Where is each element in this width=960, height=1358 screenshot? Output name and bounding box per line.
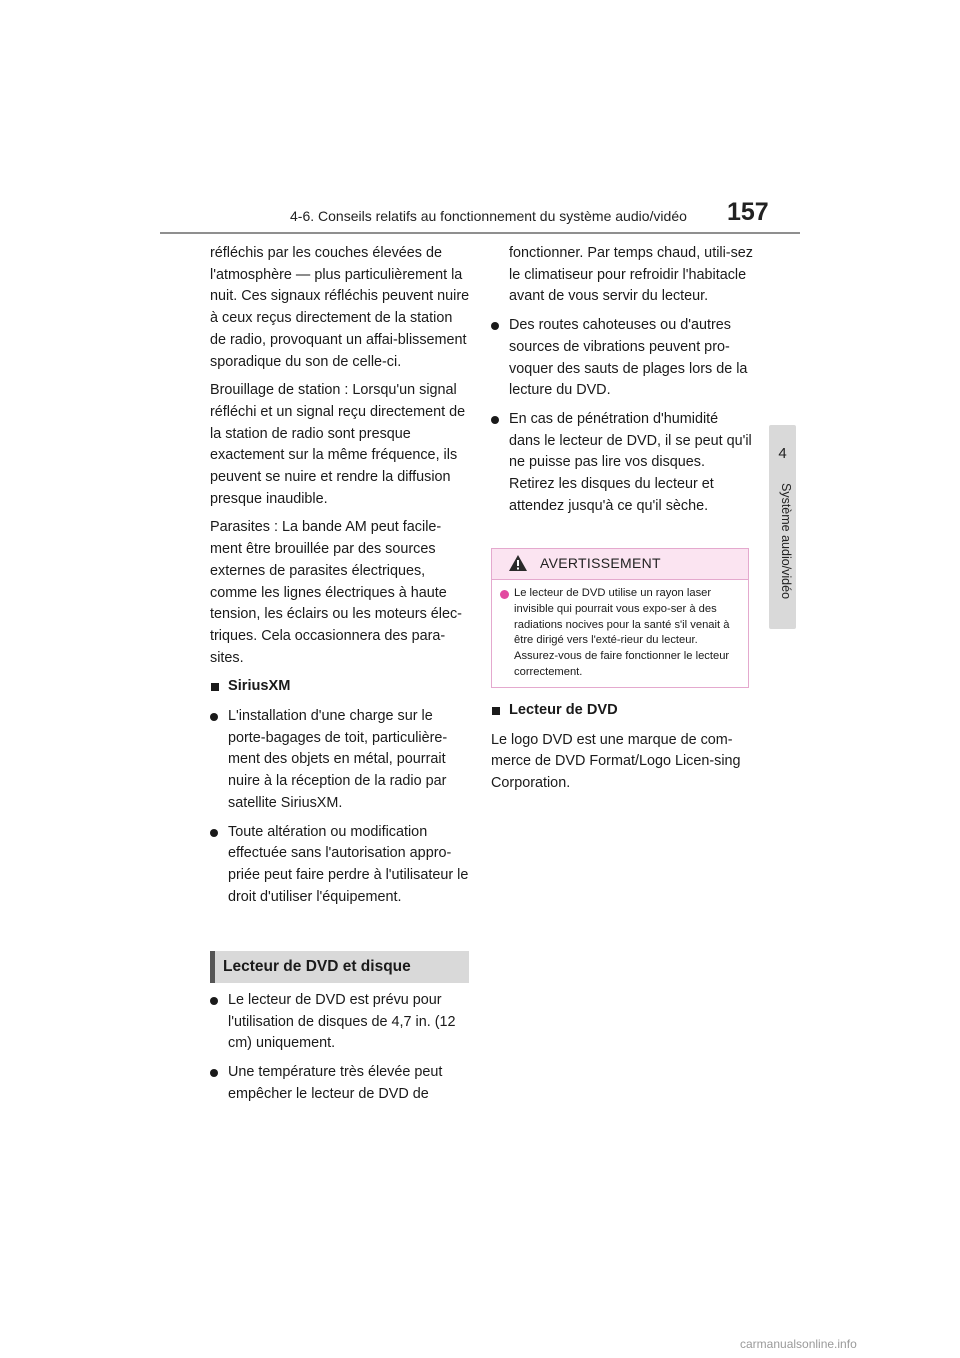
warning-label: AVERTISSEMENT <box>540 555 661 571</box>
square-bullet-icon <box>211 683 219 691</box>
paragraph: réfléchis par les couches élevées de l'atmosphère — plus particulièrement la nuit. Ces signaux réfléchis peuvent nuire à ceux reçus directement de la station de radio, provoquant un affai-blissement sporadique du son de celle-ci. <box>210 245 470 370</box>
warning-body <box>492 580 748 681</box>
list-item <box>491 315 753 402</box>
list-item-text: Le lecteur de DVD est prévu pour l'utilisation de disques de 4,7 in. (12 cm) uniquement. <box>228 992 456 1052</box>
subheading-label: SiriusXM <box>228 678 291 695</box>
square-bullet-icon <box>492 707 500 715</box>
chapter-side-tab <box>769 425 796 629</box>
bullet-icon <box>210 829 218 837</box>
paragraph: Brouillage de station : Lorsqu'un signal réfléchi et un signal reçu directement de la station de radio sont presque exactement sur la même fréquence, ils peuvent se nuire et rendre la diffusion presque inaudible. <box>210 382 466 507</box>
continued-text: fonctionner. Par temps chaud, utili-sez le climatiseur pour refroidir l'habitacle avant de vous servir du lecteur. <box>509 245 753 305</box>
warning-header <box>492 549 748 580</box>
page-number: 157 <box>727 198 769 226</box>
bullet-icon <box>491 322 499 330</box>
chapter-label: Système audio/vidéo <box>779 483 793 600</box>
watermark: carmanualsonline.info <box>740 1337 857 1351</box>
subheading-label: Lecteur de DVD <box>509 702 618 718</box>
left-column-dvd <box>210 990 472 1113</box>
list-item-text: Toute altération ou modification effectuée sans l'autorisation appro-priée peut faire perdre à l'utilisateur le droit d'utiliser l'équipement. <box>228 823 469 905</box>
list-item <box>210 1062 472 1105</box>
list-item-text: L'installation d'une charge sur le porte-bagages de toit, particulière-ment des objets en métal, pourrait nuire à la réception de la radio par satellite SiriusXM. <box>228 708 448 811</box>
list-item <box>210 822 472 909</box>
list-item <box>210 990 472 1055</box>
warning-box <box>491 548 749 688</box>
left-column <box>210 243 472 915</box>
bullet-icon <box>210 1069 218 1077</box>
list-item <box>210 706 472 815</box>
bullet-icon <box>210 997 218 1005</box>
warning-triangle-icon <box>508 554 528 572</box>
list-item-text: En cas de pénétration d'humidité dans le lecteur de DVD, il se peut qu'il ne puisse pas lire vos disques. Retirez les disques du lecteur et attendez jusqu'à ce qu'il sèche. <box>509 410 752 514</box>
right-column <box>491 243 753 524</box>
paragraph: Parasites : La bande AM peut facile-ment être brouillée par des sources externes de parasites électriques, comme les lignes électriques à haute tension, les éclairs ou les moteurs élec-triques. Cela occasionnera des para-sites. <box>210 519 462 666</box>
list-item-text: Des routes cahoteuses ou d'autres sources de vibrations peuvent pro-voquer des sauts de plages lors de la lecture du DVD. <box>509 317 748 399</box>
list-item <box>491 409 753 518</box>
warning-bullet-icon <box>500 590 509 599</box>
subheading-dvd <box>491 700 753 722</box>
chapter-number: 4 <box>778 445 787 462</box>
warning-text: Le lecteur de DVD utilise un rayon laser invisible qui pourrait vous expo-ser à des radiations nocives pour la santé s'il venait à être dirigé vers l'exté-rieur du lecteur. Assurez-vous de faire fonctionner le lecteur correctement. <box>514 587 730 678</box>
header-divider <box>160 232 800 234</box>
page-header-title: 4-6. Conseils relatifs au fonctionnement du système audio/vidéo <box>290 208 687 224</box>
list-item-text: Une température très élevée peut empêcher le lecteur de DVD de <box>228 1064 443 1102</box>
paragraph: Le logo DVD est une marque de com-merce de DVD Format/Logo Licen-sing Corporation. <box>491 731 741 792</box>
bullet-icon <box>491 416 499 424</box>
section-heading: Lecteur de DVD et disque <box>210 951 469 983</box>
bullet-icon <box>210 713 218 721</box>
subheading-siriusxm <box>210 676 472 698</box>
right-column-dvd <box>491 697 753 795</box>
